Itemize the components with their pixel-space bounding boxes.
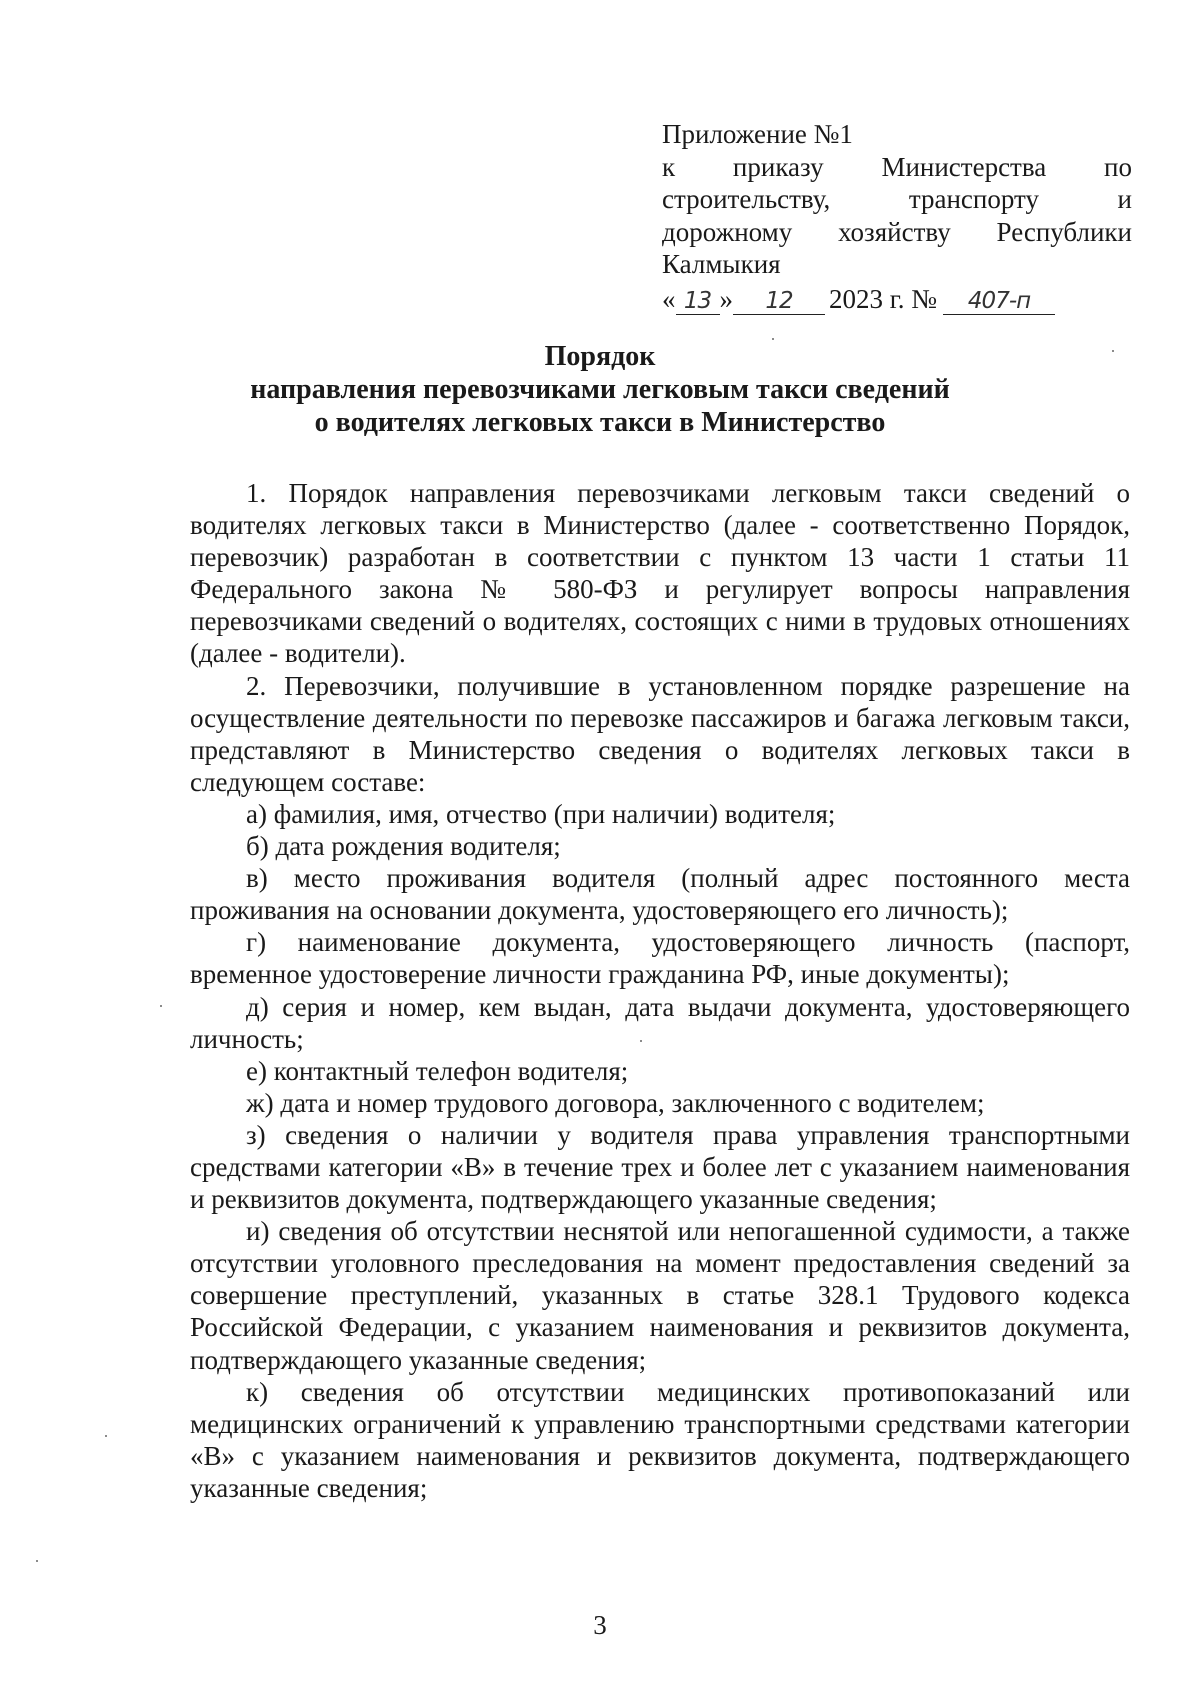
appendix-title: Приложение №1 bbox=[662, 119, 853, 149]
paragraph-2: 2. Перевозчики, получившие в установленном порядке разрешение на осуществление деятельности по перевозке пассажиров и багажа легковым такси, представляют в Министерство сведения о водителях легковых такси в следующем составе: bbox=[190, 670, 1130, 797]
appendix-header bbox=[662, 118, 1132, 315]
list-item-b: б) дата рождения водителя; bbox=[246, 831, 561, 862]
list-item-e: е) контактный телефон водителя; bbox=[246, 1055, 629, 1086]
title-line-2: направления перевозчиками легковым такси сведений bbox=[250, 374, 950, 405]
list-item-i: и) сведения об отсутствии неснятой или непогашенной судимости, а также отсутствии уголовного преследования на момент предоставления сведений за совершение преступлений, указанных в статье 328.1 Трудового кодекса Российской Федерации, с указанием наименования и реквизитов документа, подтверждающего указанные сведения; bbox=[190, 1216, 1130, 1375]
appendix-line-3: дорожному хозяйству Республики bbox=[662, 216, 1132, 247]
list-item-zh: ж) дата и номер трудового договора, заключенного с водителем; bbox=[246, 1087, 985, 1118]
document-body bbox=[190, 477, 1130, 1504]
scan-speck bbox=[105, 1435, 107, 1437]
scan-speck bbox=[1112, 350, 1114, 352]
list-item-v: в) место проживания водителя (полный адрес постоянного места проживания на основании документа, удостоверяющего его личность); bbox=[190, 863, 1130, 926]
handwritten-day: 13 bbox=[676, 288, 720, 315]
list-item-z: з) сведения о наличии у водителя права управления транспортными средствами категории «В» в течение трех и более лет с указанием наименования и реквизитов документа, подтверждающего указанные сведения; bbox=[190, 1119, 1130, 1215]
list-item-d: д) серия и номер, кем выдан, дата выдачи документа, удостоверяющего личность; bbox=[190, 991, 1130, 1054]
appendix-line-1: к приказу Министерства по bbox=[662, 151, 1132, 182]
appendix-line-2: строительству, транспорту и bbox=[662, 184, 1132, 214]
appendix-line-4: Калмыкия bbox=[662, 249, 781, 279]
document-title bbox=[140, 340, 1060, 439]
date-close-quote: » bbox=[719, 283, 733, 314]
handwritten-order-number: 407-п bbox=[943, 288, 1055, 315]
scan-speck bbox=[772, 338, 774, 340]
list-item-k: к) сведения об отсутствии медицинских противопоказаний или медицинских ограничений к управлению транспортными средствами категории «В» с указанием наименования и реквизитов документа, подтверждающего указанные сведения; bbox=[190, 1376, 1130, 1503]
scan-speck bbox=[640, 1040, 642, 1042]
paragraph-1: 1. Порядок направления перевозчиками легковым такси сведений о водителях легковых такси в Министерство (далее - соответственно Порядок, перевозчик) разработан в соответствии с пунктом 13 части 1 статьи 11 Федерального закона № 580-ФЗ и регулирует вопросы направления перевозчиками сведений о водителях, состоящих с ними в трудовых отношениях (далее - водители). bbox=[190, 478, 1130, 669]
date-open-quote: « bbox=[662, 283, 676, 314]
scan-speck bbox=[36, 1560, 38, 1562]
handwritten-month: 12 bbox=[733, 288, 825, 315]
list-item-a: а) фамилия, имя, отчество (при наличии) водителя; bbox=[246, 798, 836, 829]
date-year-label: 2023 г. № bbox=[829, 283, 938, 314]
scan-speck bbox=[160, 1005, 162, 1007]
title-line-1: Порядок bbox=[544, 341, 656, 372]
page-number: 3 bbox=[593, 1610, 607, 1640]
title-line-3: о водителях легковых такси в Министерство bbox=[314, 407, 886, 438]
list-item-g: г) наименование документа, удостоверяющего личность (паспорт, временное удостоверение личности гражданина РФ, иные документы); bbox=[190, 927, 1130, 990]
order-date-line bbox=[662, 283, 1132, 316]
